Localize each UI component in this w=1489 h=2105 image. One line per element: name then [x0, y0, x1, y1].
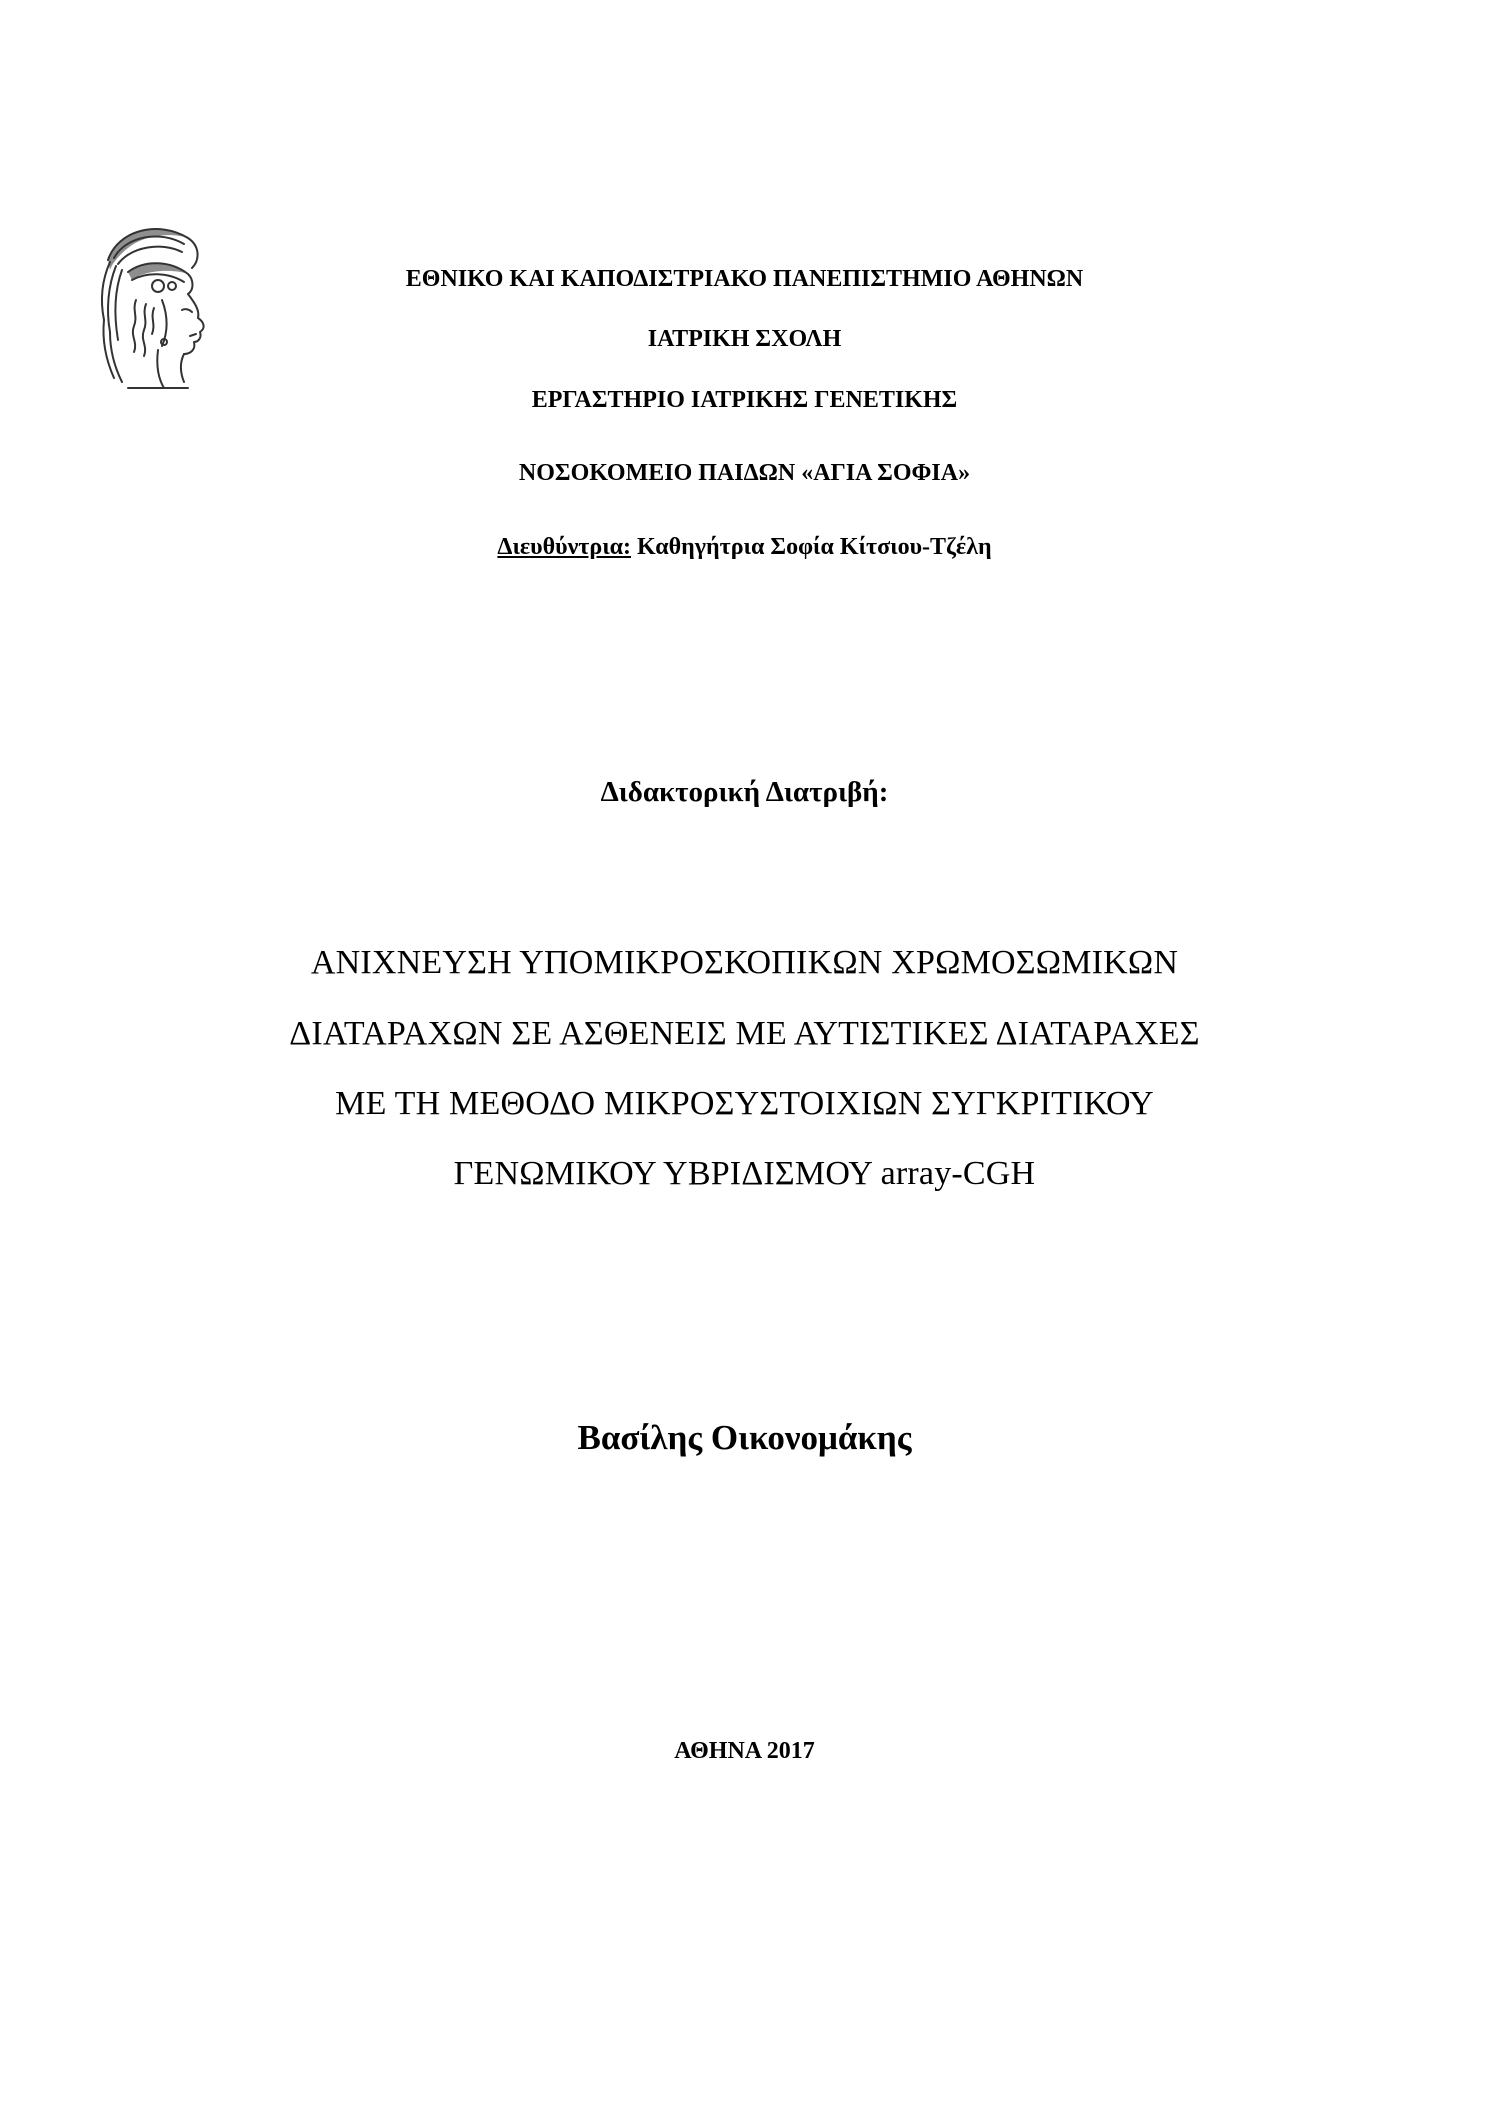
school-name: ΙΑΤΡΙΚΗ ΣΧΟΛΗ	[647, 326, 842, 352]
director-line	[0, 534, 1489, 561]
laboratory-name: ΕΡΓΑΣΤΗΡΙΟ ΙΑΤΡΙΚΗΣ ΓΕΝΕΤΙΚΗΣ	[531, 387, 958, 413]
title-line-2: ΔΙΑΤΑΡΑΧΩΝ ΣΕ ΑΣΘΕΝΕΙΣ ΜΕ ΑΥΤΙΣΤΙΚΕΣ ΔΙΑΤΑΡΑΧΕΣ	[289, 1015, 1200, 1052]
athena-emblem-icon	[88, 220, 216, 395]
title-line-4: ΓΕΝΩΜΙΚΟΥ ΥΒΡΙΔΙΣΜΟΥ array-CGH	[453, 1155, 1036, 1192]
title-line-1: ΑΝΙΧΝΕΥΣΗ ΥΠΟΜΙΚΡΟΣΚΟΠΙΚΩΝ ΧΡΩΜΟΣΩΜΙΚΩΝ	[310, 944, 1179, 981]
title-line-3: ΜΕ ΤΗ ΜΕΘΟΔΟ ΜΙΚΡΟΣΥΣΤΟΙΧΙΩΝ ΣΥΓΚΡΙΤΙΚΟΥ	[335, 1085, 1154, 1122]
place-year: ΑΘΗΝΑ 2017	[674, 1738, 815, 1764]
director-label: Διευθύντρια:	[497, 534, 632, 560]
thesis-type: Διδακτορική Διατριβή:	[600, 776, 889, 808]
hospital-name: ΝΟΣΟΚΟΜΕΙΟ ΠΑΙΔΩΝ «ΑΓΙΑ ΣΟΦΙΑ»	[518, 460, 971, 486]
author-name: Βασίλης Οικονομάκης	[577, 1418, 912, 1457]
director-name: Καθηγήτρια Σοφία Κίτσιου-Τζέλη	[631, 534, 992, 560]
university-name: ΕΘΝΙΚΟ ΚΑΙ ΚΑΠΟΔΙΣΤΡΙΑΚΟ ΠΑΝΕΠΙΣΤΗΜΙΟ ΑΘΗΝΩΝ	[405, 266, 1084, 292]
